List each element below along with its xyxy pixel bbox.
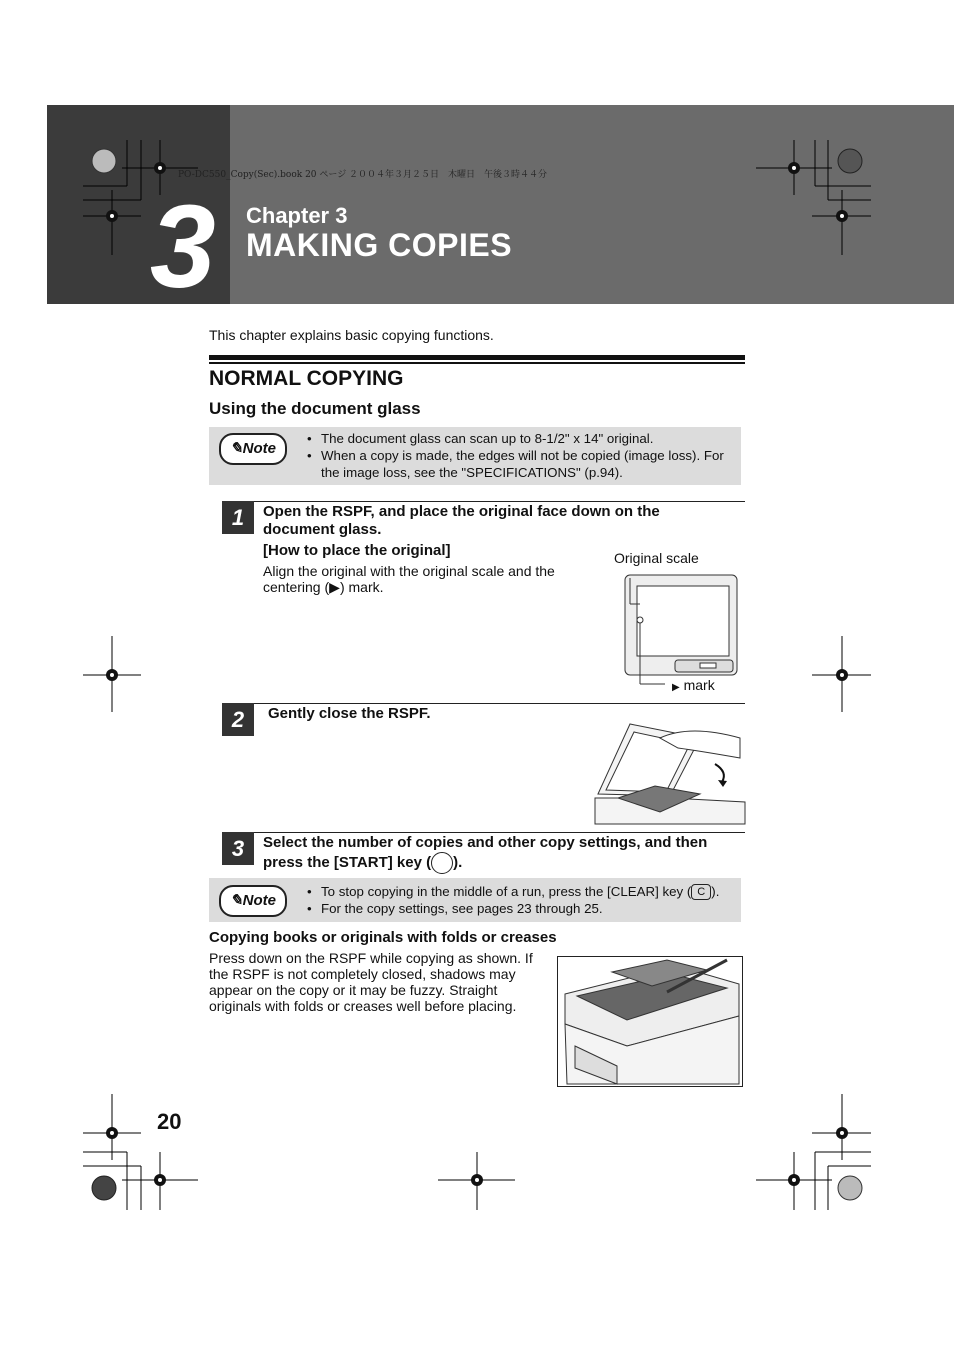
step-1-text: Align the original with the original scale and the centering (▶) mark. — [263, 563, 555, 595]
triangle-icon: ▶ — [672, 682, 680, 693]
step-1-subheading: [How to place the original] — [263, 542, 451, 559]
pencil-icon: ✎ — [230, 892, 243, 909]
step-3-heading: Select the number of copies and other copy settings, and then press the [START] key ( ). — [263, 834, 741, 874]
note-box — [209, 427, 741, 485]
document-glass-illustration — [620, 572, 742, 692]
note-item: • When a copy is made, the edges will not be copied (image loss). For the image loss, see the "SPECIFICATIONS" (p.94). — [307, 447, 737, 481]
original-scale-label: Original scale — [614, 550, 699, 566]
centering-mark-icon: ▶ — [329, 579, 340, 595]
note-box-2 — [209, 878, 741, 922]
note-item: • For the copy settings, see pages 23 through 25. — [307, 900, 737, 917]
step-divider — [222, 832, 745, 833]
section-rule — [209, 355, 745, 360]
note-item: • To stop copying in the middle of a run, press the [CLEAR] key ( C ). — [307, 883, 737, 900]
chapter-number: 3 — [150, 181, 216, 313]
step-2-badge: 2 — [222, 703, 254, 736]
section-rule-thin — [209, 362, 745, 364]
subsection-title: Using the document glass — [209, 399, 421, 418]
centering-mark-label: ▶ mark — [672, 677, 715, 693]
step-divider — [222, 703, 745, 704]
note-badge: ✎Note — [219, 433, 287, 465]
step-2-heading: Gently close the RSPF. — [268, 705, 431, 722]
chapter-title: MAKING COPIES — [246, 227, 513, 263]
note-list — [307, 430, 737, 481]
page-number: 20 — [157, 1109, 182, 1134]
step-3-badge: 3 — [222, 832, 254, 865]
pencil-icon: ✎ — [230, 440, 243, 457]
clear-key-icon: C — [691, 884, 711, 900]
books-text: Press down on the RSPF while copying as shown. If the RSPF is not completely closed, shadows may appear on the copy or it may be fuzzy. Straight originals with folds or creases well before placing. — [209, 950, 533, 1014]
chapter-label: Chapter 3 — [246, 203, 348, 228]
step-1-heading: Open the RSPF, and place the original face down on the document glass. — [263, 503, 660, 538]
note-badge: ✎Note — [219, 885, 287, 917]
book-copy-illustration — [557, 956, 743, 1087]
step-1-badge: 1 — [222, 501, 254, 534]
step-divider — [222, 501, 745, 502]
books-heading: Copying books or originals with folds or creases — [209, 929, 557, 946]
start-key-icon — [431, 852, 453, 874]
print-metadata: PO-DC550_Copy(Sec).book 20 ページ ２００４年３月２５日 木曜日 午後３時４４分 — [178, 170, 548, 180]
chapter-intro: This chapter explains basic copying functions. — [209, 327, 494, 343]
section-title: NORMAL COPYING — [209, 367, 404, 390]
note-list — [307, 883, 737, 917]
close-rspf-illustration — [590, 716, 746, 826]
note-item: • The document glass can scan up to 8-1/2" x 14" original. — [307, 430, 737, 447]
